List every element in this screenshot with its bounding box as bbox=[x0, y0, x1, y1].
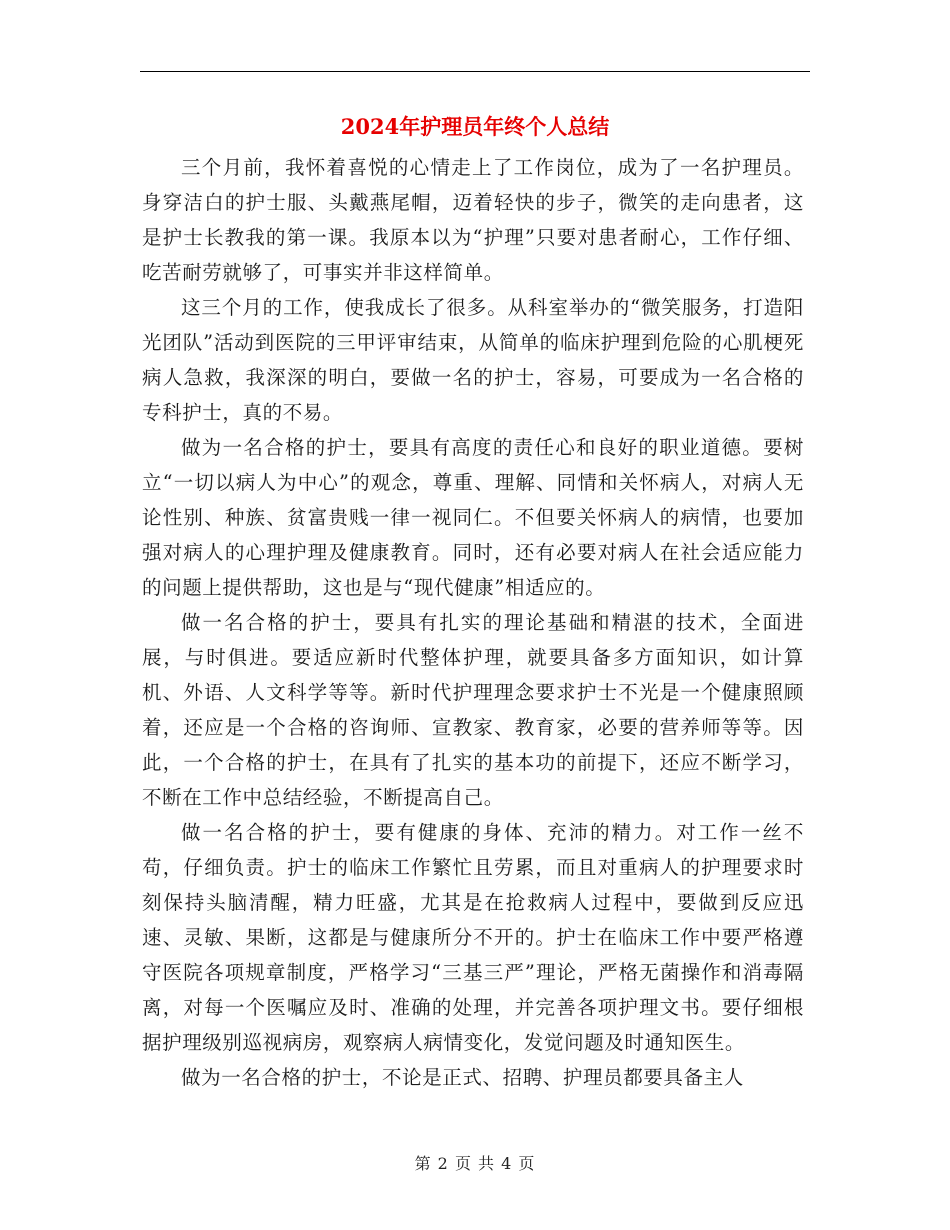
document-title: 2024年护理员年终个人总结 bbox=[340, 114, 610, 139]
paragraph-1: 三个月前，我怀着喜悦的心情走上了工作岗位，成为了一名护理员。身穿洁白的护士服、头戴燕尾帽，迈着轻快的步子，微笑的走向患者，这是护士长教我的第一课。我原本以为“护理”只要对患者耐心，工作仔细、吃苦耐劳就够了，可事实并非这样简单。 bbox=[142, 156, 804, 284]
paragraph-3: 做为一名合格的护士，要具有高度的责任心和良好的职业道德。要树立“一切以病人为中心”的观念，尊重、理解、同情和关怀病人，对病人无论性别、种族、贫富贵贱一律一视同仁。不但要关怀病人的病情，也要加强对病人的心理护理及健康教育。同时，还有必要对病人在社会适应能力的问题上提供帮助，这也是与“现代健康”相适应的。 bbox=[142, 436, 804, 599]
paragraph-6: 做为一名合格的护士，不论是正式、招聘、护理员都要具备主人 bbox=[181, 1066, 744, 1089]
paragraph-4: 做一名合格的护士，要具有扎实的理论基础和精湛的技术，全面进展，与时俱进。要适应新时代整体护理，就要具备多方面知识，如计算机、外语、人文科学等等。新时代护理理念要求护士不光是一个健康照顾着，还应是一个合格的咨询师、宣教家、教育家，必要的营养师等等。因此，一个合格的护士，在具有了扎实的基本功的前提下，还应不断学习，不断在工作中总结经验，不断提高自己。 bbox=[142, 611, 804, 809]
paragraph-2: 这三个月的工作，使我成长了很多。从科室举办的“微笑服务，打造阳光团队”活动到医院的三甲评审结束，从简单的临床护理到危险的心肌梗死病人急救，我深深的明白，要做一名的护士，容易，可要成为一名合格的专科护士，真的不易。 bbox=[142, 296, 804, 424]
header-rule bbox=[140, 71, 810, 72]
page-number-footer: 第 2 页 共 4 页 bbox=[414, 1154, 536, 1173]
document-body bbox=[142, 150, 804, 1095]
paragraph-5: 做一名合格的护士，要有健康的身体、充沛的精力。对工作一丝不苟，仔细负责。护士的临床工作繁忙且劳累，而且对重病人的护理要求时刻保持头脑清醒，精力旺盛，尤其是在抢救病人过程中，要做到反应迅速、灵敏、果断，这都是与健康所分不开的。护士在临床工作中要严格遵守医院各项规章制度，严格学习“三基三严”理论，严格无菌操作和消毒隔离，对每一个医嘱应及时、准确的处理，并完善各项护理文书。要仔细根据护理级别巡视病房，观察病人病情变化，发觉问题及时通知医生。 bbox=[142, 821, 804, 1054]
